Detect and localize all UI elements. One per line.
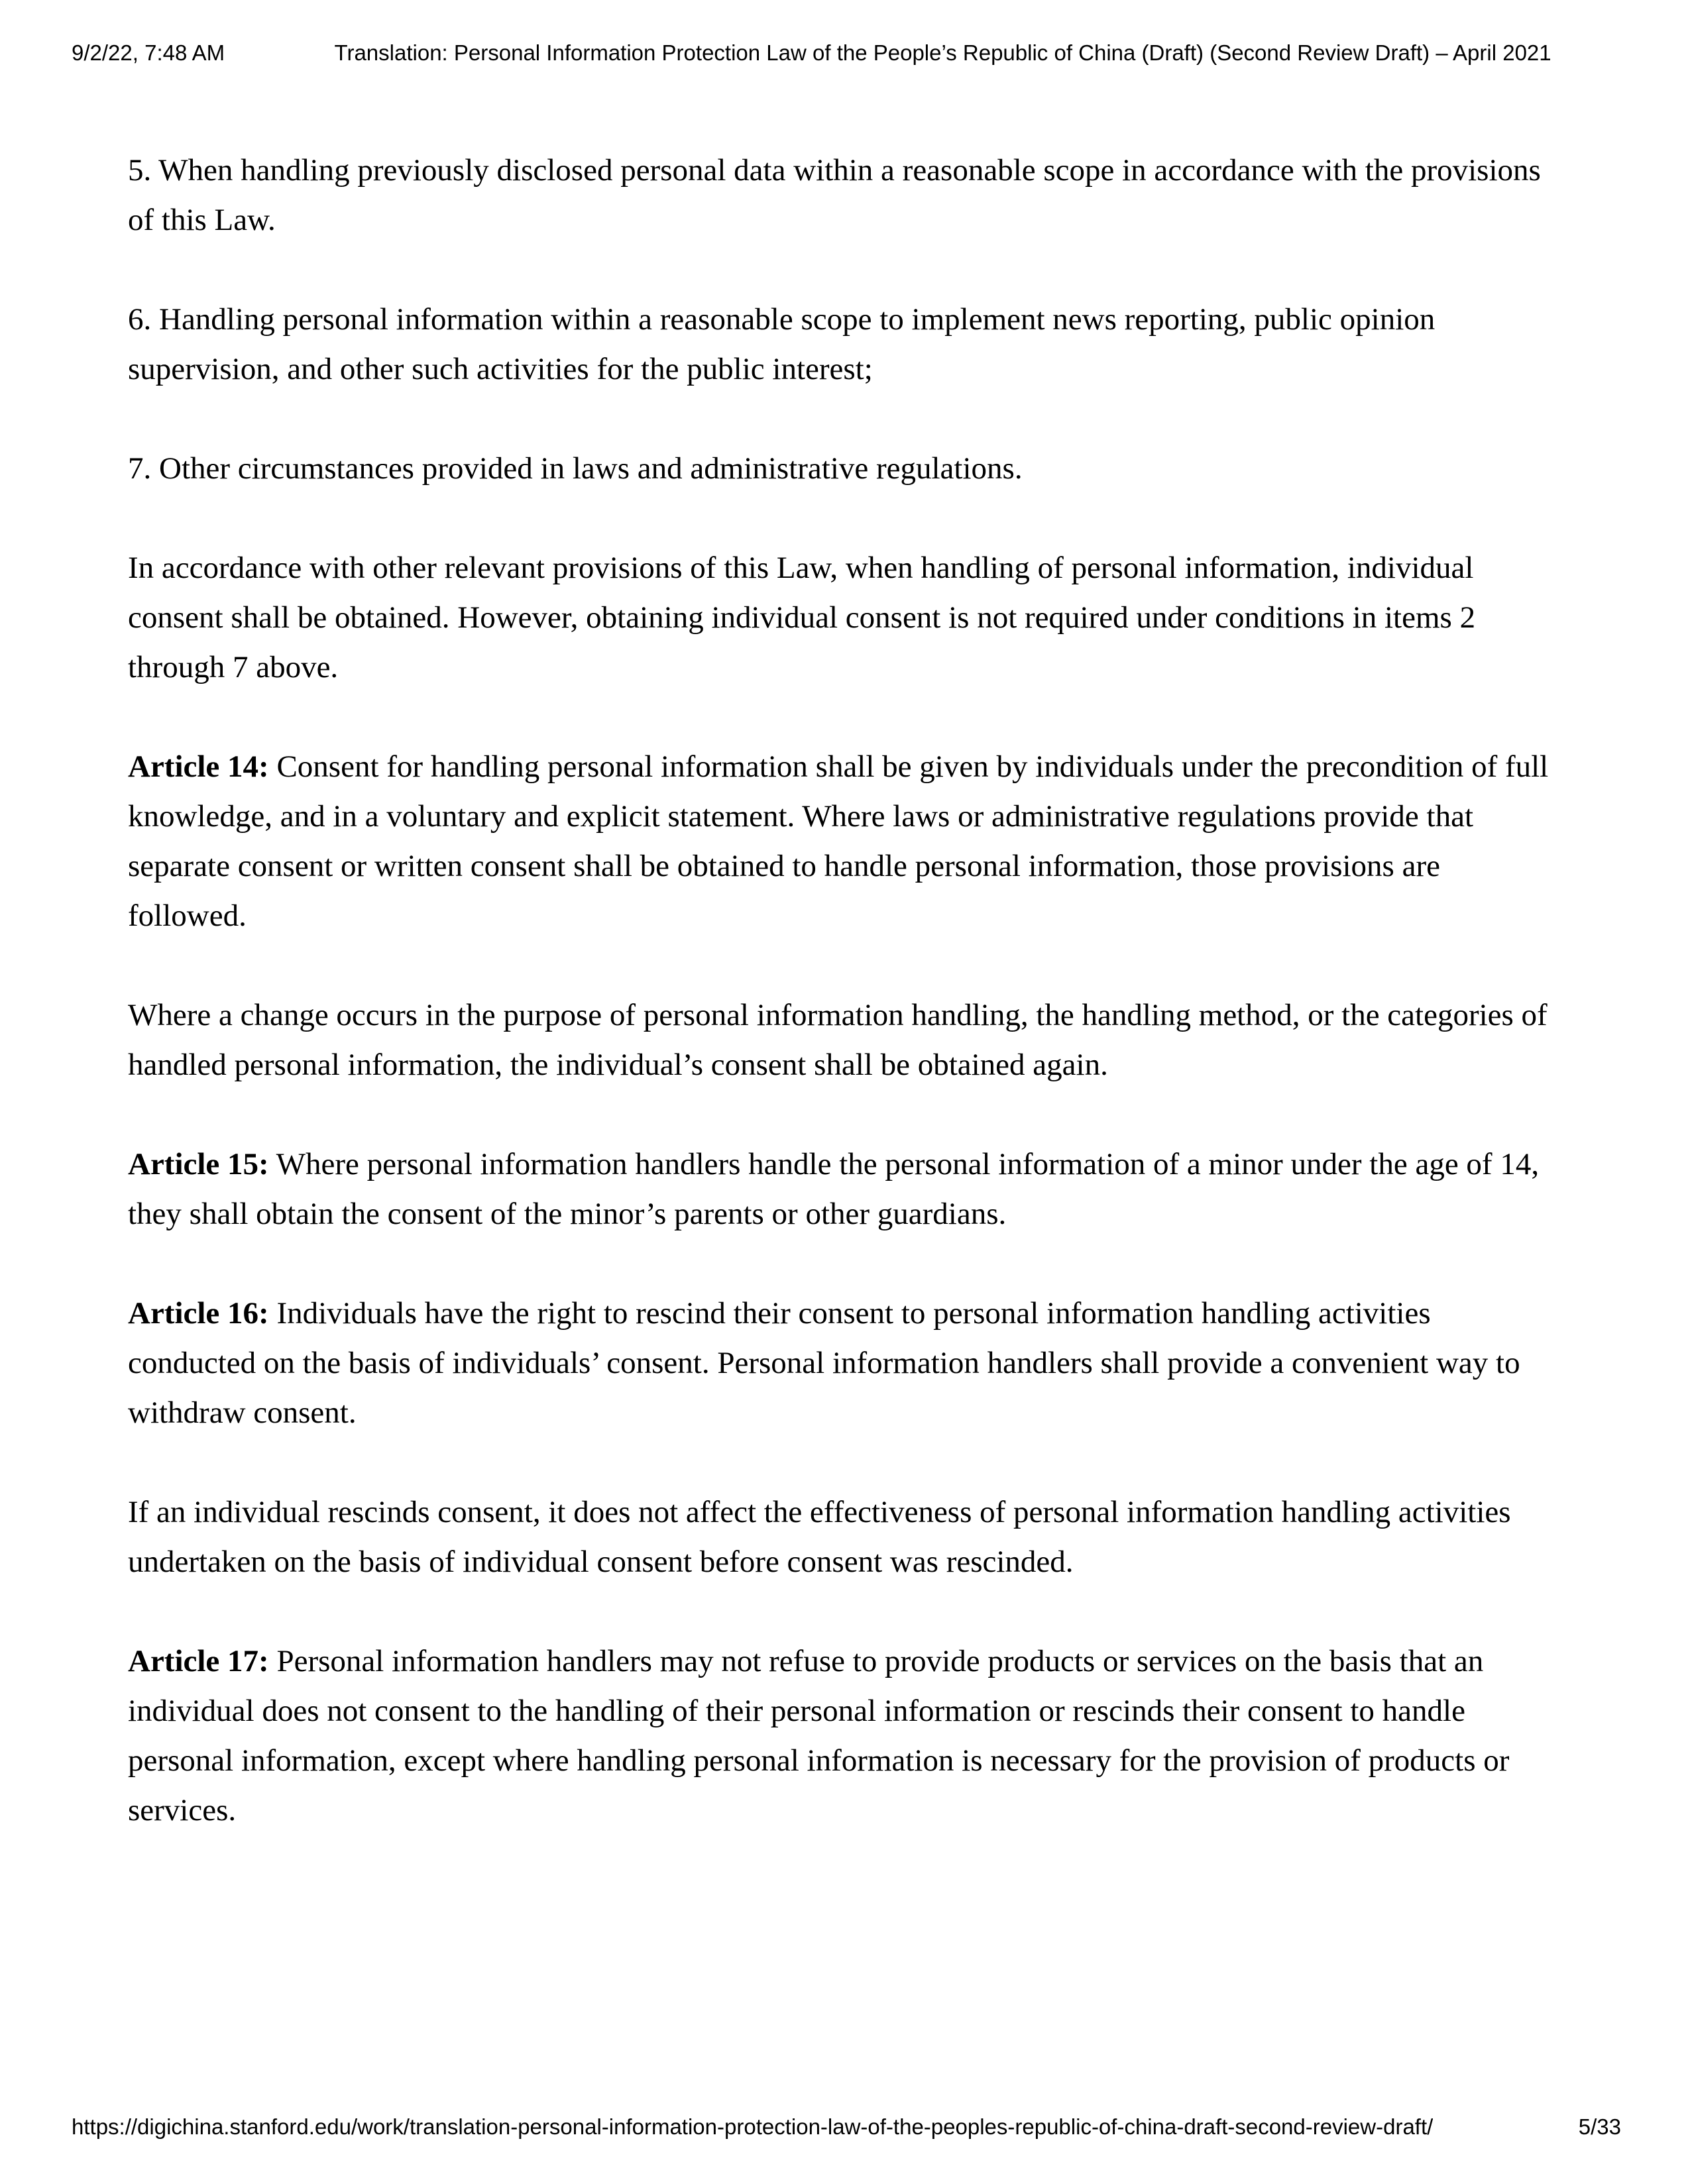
print-footer <box>72 2114 1621 2140</box>
print-header <box>72 40 1621 66</box>
paragraph: In accordance with other relevant provisions of this Law, when handling of personal information, individual consent shall be obtained. However, obtaining individual consent is not required under conditions in items 2 through 7 above. <box>128 551 1476 684</box>
print-datetime: 9/2/22, 7:48 AM <box>72 40 225 65</box>
paragraph: 6. Handling personal information within a reasonable scope to implement news reporting, public opinion supervision, and other such activities for the public interest; <box>128 302 1436 386</box>
paragraph: Article 15: Where personal information handlers handle the personal information of a minor under the age of 14, they shall obtain the consent of the minor’s parents or other guardians. <box>128 1147 1540 1231</box>
paragraph: Article 17: Personal information handlers may not refuse to provide products or services on the basis that an individual does not consent to the handling of their personal information or rescinds their consent to handle personal information, except where handling personal information is necessary for the provision of products or services. <box>128 1644 1510 1828</box>
page-number: 5/33 <box>1578 2114 1621 2139</box>
paragraph: Article 16: Individuals have the right to rescind their consent to personal information handling activities conducted on the basis of individuals’ consent. Personal information handlers shall provide a convenient way to withdraw consent. <box>128 1296 1520 1430</box>
article-label: Article 17: <box>128 1644 269 1678</box>
document-body <box>128 146 1566 1885</box>
paragraph: Article 14: Consent for handling personal information shall be given by individuals under the precondition of full knowledge, and in a voluntary and explicit statement. Where laws or administrative regulations provide that separate consent or written consent shall be obtained to handle personal information, those provisions are followed. <box>128 749 1549 933</box>
paragraph: Where a change occurs in the purpose of personal information handling, the handling method, or the categories of handled personal information, the individual’s consent shall be obtained again. <box>128 998 1548 1082</box>
article-label: Article 16: <box>128 1296 269 1331</box>
article-label: Article 15: <box>128 1147 269 1181</box>
paragraph: 7. Other circumstances provided in laws and administrative regulations. <box>128 451 1023 486</box>
article-label: Article 14: <box>128 749 269 784</box>
print-title: Translation: Personal Information Protection Law of the People’s Republic of China (Draft) (Second Review Draft) – April 2021 <box>334 40 1551 65</box>
footer-url: https://digichina.stanford.edu/work/translation-personal-information-protection-law-of-the-peoples-republic-of-china-draft-second-review-draft/ <box>72 2114 1434 2139</box>
paragraph: 5. When handling previously disclosed personal data within a reasonable scope in accordance with the provisions of this Law. <box>128 153 1541 237</box>
paragraph: If an individual rescinds consent, it does not affect the effectiveness of personal information handling activities undertaken on the basis of individual consent before consent was rescinded. <box>128 1495 1511 1579</box>
